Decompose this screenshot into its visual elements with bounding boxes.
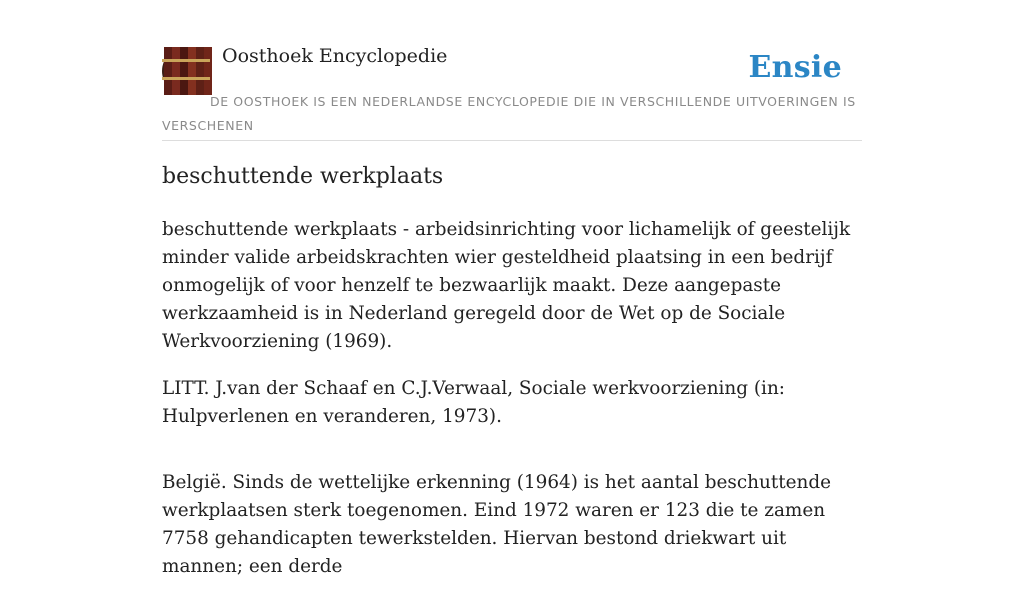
literature-paragraph: LITT. J.van der Schaaf en C.J.Verwaal, Sociale werkvoorziening (in: Hulpverlenen en veranderen, 1973). — [162, 378, 785, 427]
article-body — [162, 216, 862, 600]
site-name[interactable]: Oosthoek Encyclopedie — [222, 45, 448, 67]
article-title: beschuttende werkplaats — [162, 164, 444, 189]
site-header — [162, 0, 862, 141]
ensie-logo[interactable]: Ensie — [748, 50, 842, 85]
article-paragraph: beschuttende werkplaats - arbeidsinrichting voor lichamelijk of geestelijk minder valide arbeidskrachten wier gesteldheid plaatsing in een bedrijf onmogelijk of voor henzelf te bezwaarlijk maakt. Deze aangepaste werkzaamheid is in Nederland geregeld door de Wet op de Sociale Werkvoorziening (1969). — [162, 219, 851, 352]
main-container — [162, 0, 862, 577]
site-description: DE OOSTHOEK IS EEN NEDERLANDSE ENCYCLOPEDIE DIE IN VERSCHILLENDE UITVOERINGEN IS VERSCHENEN — [162, 94, 856, 133]
article-paragraph: België. Sinds de wettelijke erkenning (1964) is het aantal beschuttende werkplaatsen sterk toegenomen. Eind 1972 waren er 123 die te zamen 7758 gehandicapten tewerkstelden. Hiervan bestond driekwart uit mannen; een derde — [162, 472, 831, 577]
encyclopedia-books-icon[interactable] — [162, 47, 210, 95]
